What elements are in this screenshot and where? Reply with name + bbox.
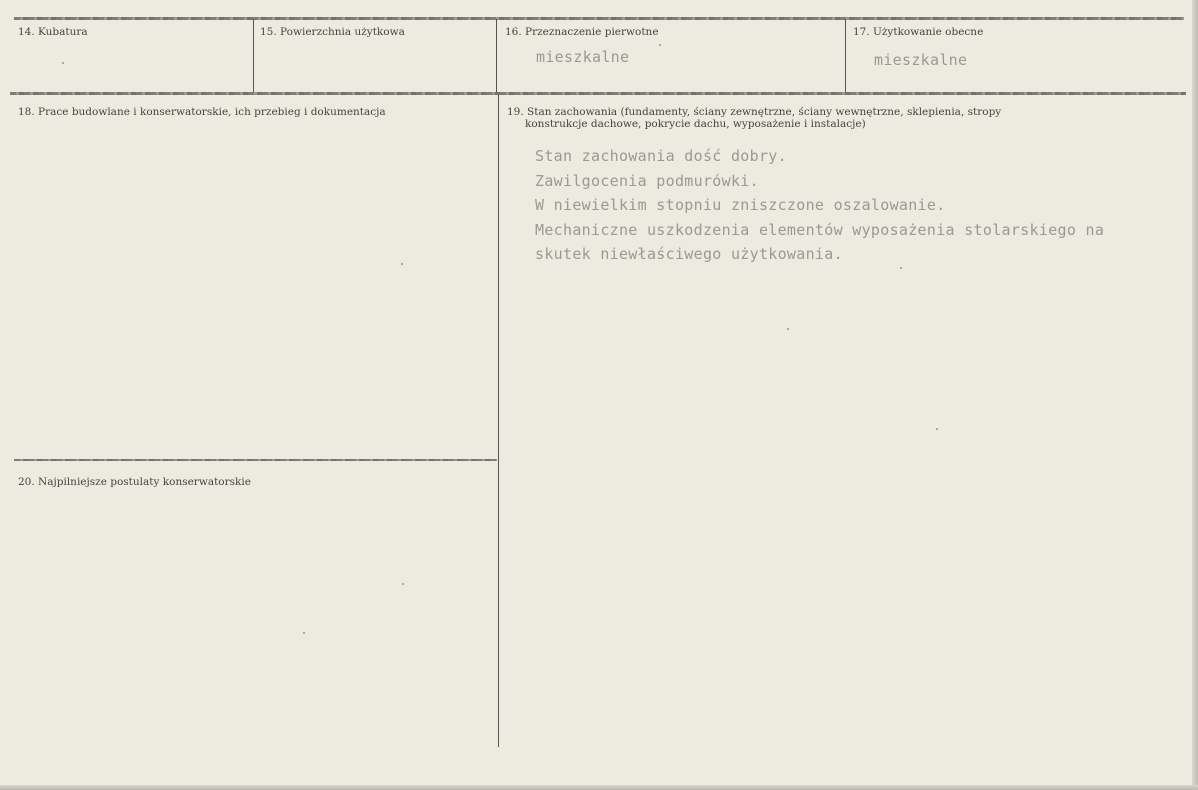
field-19-text-line: W niewielkim stopniu zniszczone oszalowanie. bbox=[535, 196, 946, 214]
paper-speck bbox=[787, 328, 789, 330]
field-19-text bbox=[535, 144, 1104, 267]
divider-16-17 bbox=[845, 19, 846, 92]
field-18-label: 18. Prace budowlane i konserwatorskie, ich przebieg i dokumentacja bbox=[18, 106, 386, 118]
field-17-label: 17. Użytkowanie obecne bbox=[853, 26, 984, 38]
card-edge-bottom bbox=[0, 785, 1198, 790]
top-rule bbox=[14, 17, 1184, 20]
paper-speck bbox=[659, 44, 661, 46]
field-16-value: mieszkalne bbox=[536, 48, 630, 66]
field-16-label: 16. Przeznaczenie pierwotne bbox=[505, 26, 659, 38]
field-19-text-line: Mechaniczne uszkodzenia elementów wyposażenia stolarskiego na bbox=[535, 220, 1105, 239]
field-14-label: 14. Kubatura bbox=[18, 26, 88, 38]
field-19-text-line: Stan zachowania dość dobry. bbox=[535, 147, 787, 165]
field-20-label: 20. Najpilniejsze postulaty konserwatorskie bbox=[18, 476, 251, 488]
row-rule bbox=[10, 92, 1186, 95]
paper-speck bbox=[303, 632, 305, 634]
field-19-text-line: Zawilgocenia podmurówki. bbox=[535, 171, 759, 190]
paper-speck bbox=[936, 428, 938, 430]
paper-speck bbox=[401, 263, 403, 265]
field-17-value: mieszkalne bbox=[874, 51, 968, 69]
paper-speck bbox=[62, 62, 64, 64]
paper-speck bbox=[900, 267, 902, 269]
field-19-text-line: skutek niewłaściwego użytkowania. bbox=[535, 245, 843, 263]
divider-14-15 bbox=[253, 19, 254, 92]
divider-15-16 bbox=[496, 19, 497, 92]
field-15-label: 15. Powierzchnia użytkowa bbox=[260, 26, 405, 38]
divider-main bbox=[498, 95, 499, 747]
card-edge-right bbox=[1192, 0, 1198, 790]
paper-speck bbox=[402, 583, 404, 585]
field-19-label-line2: konstrukcje dachowe, pokrycie dachu, wyposażenie i instalacje) bbox=[525, 118, 866, 130]
section-rule bbox=[14, 459, 497, 461]
field-19-label-line1: 19. Stan zachowania (fundamenty, ściany zewnętrzne, ściany wewnętrzne, sklepienia, stropy bbox=[507, 106, 1002, 118]
